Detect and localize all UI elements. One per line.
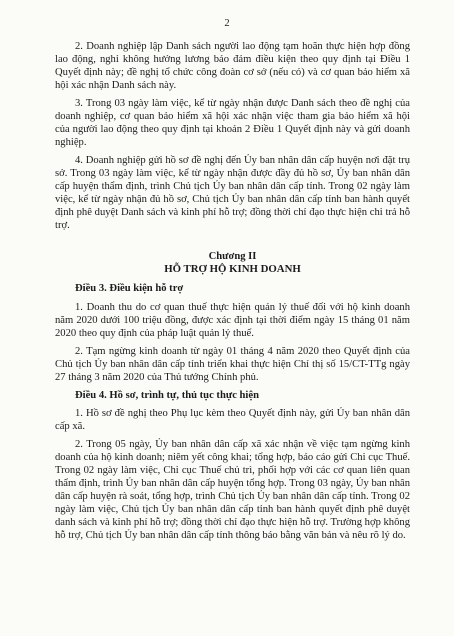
article-3-heading: Điều 3. Điều kiện hỗ trợ	[75, 283, 184, 295]
article-4-heading: Điều 4. Hồ sơ, trình tự, thủ tục thực hiện	[75, 389, 259, 401]
paragraph: 2. Tạm ngừng kinh doanh từ ngày 01 tháng 4 năm 2020 theo Quyết định của Chủ tịch Ủy ban nhân dân cấp tỉnh triển khai thực hiện Chỉ thị số 15/CT-TTg ngày 27 tháng 3 năm 2020 của Thủ tướng Chính phủ.	[55, 345, 410, 383]
chapter-label: Chương II	[208, 251, 257, 263]
paragraph: 3. Trong 03 ngày làm việc, kể từ ngày nhận được Danh sách theo đề nghị của doanh nghiệp, cơ quan bảo hiểm xã hội xác nhận việc tham gia bảo hiểm xã hội của người lao động theo quy định tại khoản 2 Điều 1 Quyết định này và gửi doanh nghiệp.	[55, 98, 410, 149]
page-number: 2	[224, 18, 230, 29]
paragraph: 1. Hồ sơ đề nghị theo Phụ lục kèm theo Quyết định này, gửi Ủy ban nhân dân cấp xã.	[55, 408, 410, 433]
paragraph: 2. Trong 05 ngày, Ủy ban nhân dân cấp xã xác nhận về việc tạm ngừng kinh doanh của hộ kinh doanh; niêm yết công khai; tổng hợp, báo cáo gửi Chi cục Thuế. Trong 02 ngày làm việc, Chi cục Thuế chủ trì, phối hợp với các cơ quan liên quan thẩm định, trình Ủy ban nhân dân cấp huyện tổng hợp. Trong 03 ngày, Ủy ban nhân dân cấp huyện rà soát, tổng hợp, trình Chủ tịch Ủy ban nhân dân cấp tỉnh. Trong 02 ngày làm việc, Chủ tịch Ủy ban nhân dân cấp tỉnh ban hành quyết định phê duyệt danh sách và kinh phí hỗ trợ; đồng thời chỉ đạo thực hiện hỗ trợ. Trường hợp không hỗ trợ, Chủ tịch Ủy ban nhân dân cấp tỉnh thông báo bằng văn bản và nêu rõ lý do.	[55, 439, 410, 542]
document-body	[55, 40, 410, 548]
paragraph: 4. Doanh nghiệp gửi hồ sơ đề nghị đến Ủy ban nhân dân cấp huyện nơi đặt trụ sở. Trong 03 ngày làm việc, kể từ ngày nhận được đầy đủ hồ sơ, Ủy ban nhân dân cấp huyện thẩm định, trình Chủ tịch Ủy ban nhân dân cấp tỉnh. Trong 02 ngày làm việc, kể từ ngày nhận đủ hồ sơ, Chủ tịch Ủy ban nhân dân cấp tỉnh ban hành quyết định phê duyệt Danh sách và kinh phí hỗ trợ; đồng thời chỉ đạo thực hiện chi trả hỗ trợ.	[55, 155, 410, 232]
paragraph: 2. Doanh nghiệp lập Danh sách người lao động tạm hoãn thực hiện hợp đồng lao động, nghỉ không hưởng lương bảo đảm điều kiện theo quy định tại Điều 1 Quyết định này; đề nghị tổ chức công đoàn cơ sở (nếu có) và cơ quan bảo hiểm xã hội xác nhận Danh sách này.	[55, 41, 410, 91]
chapter-title: HỖ TRỢ HỘ KINH DOANH	[164, 263, 301, 276]
paragraph: 1. Doanh thu do cơ quan thuế thực hiện quản lý thuế đối với hộ kinh doanh năm 2020 dưới 100 triệu đồng, được xác định tại thời điểm ngày 15 tháng 01 năm 2020 theo quy định của pháp luật quản lý thuế.	[55, 301, 410, 339]
